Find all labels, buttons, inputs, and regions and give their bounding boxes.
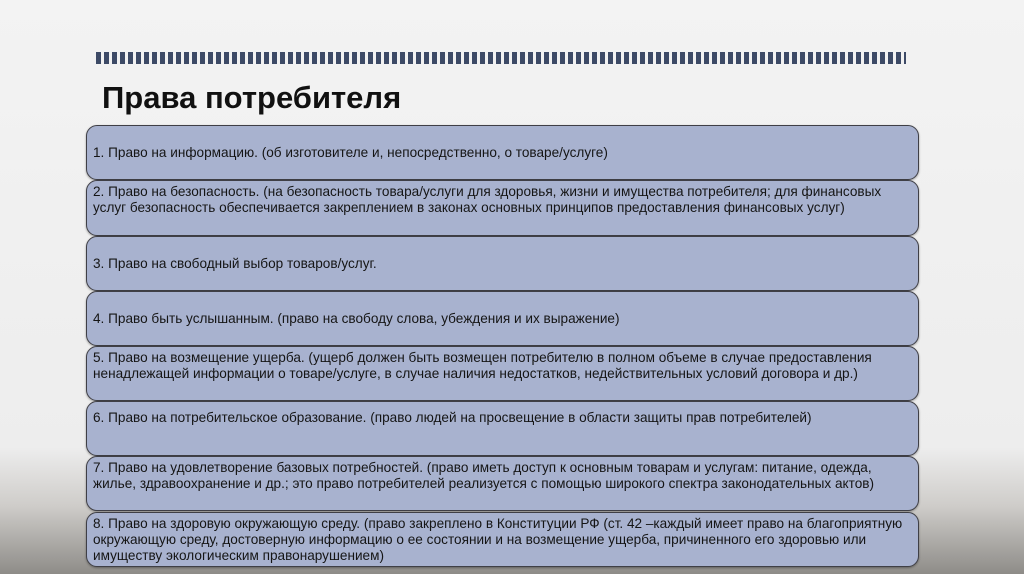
- right-item-7-text: 7. Право на удовлетворение базовых потребностей. (право иметь доступ к основным товарам и услугам: питание, одежда, жилье, здравоохранение и др.; это право потребителей реализуется с помощью широкого спектра законодательных актов): [93, 460, 875, 491]
- right-item-2-text: 2. Право на безопасность. (на безопасность товара/услуги для здоровья, жизни и имущества потребителя; для финансовых услуг безопасность обеспечивается закреплением в законах основных принципов предоставления финансовых услуг): [93, 184, 882, 215]
- right-item-6: [86, 401, 919, 456]
- right-item-8-text: 8. Право на здоровую окружающую среду. (право закреплено в Конституции РФ (ст. 42 –каждый имеет право на благоприятную окружающую среду, достоверную информацию о ее состоянии и на возмещение ущерба, причиненного его здоровью или имуществу экологическим правонарушением): [93, 516, 903, 563]
- right-item-5-text: 5. Право на возмещение ущерба. (ущерб должен быть возмещен потребителю в полном объеме в случае предоставления ненадлежащей информации о товаре/услуге, в случае наличия недостатков, недействительных условий договора и др.): [93, 350, 872, 381]
- right-item-2: [86, 180, 919, 236]
- right-item-8: [86, 512, 919, 567]
- right-item-5: [86, 346, 919, 401]
- right-item-3-text: 3. Право на свободный выбор товаров/услуг.: [93, 256, 377, 271]
- decorative-dashed-bar: [96, 52, 906, 64]
- right-item-3: [86, 236, 919, 291]
- right-item-6-text: 6. Право на потребительское образование. (право людей на просвещение в области защиты прав потребителей): [93, 410, 812, 425]
- right-item-4-text: 4. Право быть услышанным. (право на свободу слова, убеждения и их выражение): [93, 310, 620, 326]
- right-item-1-text: 1. Право на информацию. (об изготовителе и, непосредственно, о товаре/услуге): [93, 144, 608, 160]
- right-item-4: [86, 291, 919, 346]
- right-item-1: [86, 125, 919, 180]
- right-item-7: [86, 456, 919, 511]
- slide-title: Права потребителя: [102, 80, 402, 115]
